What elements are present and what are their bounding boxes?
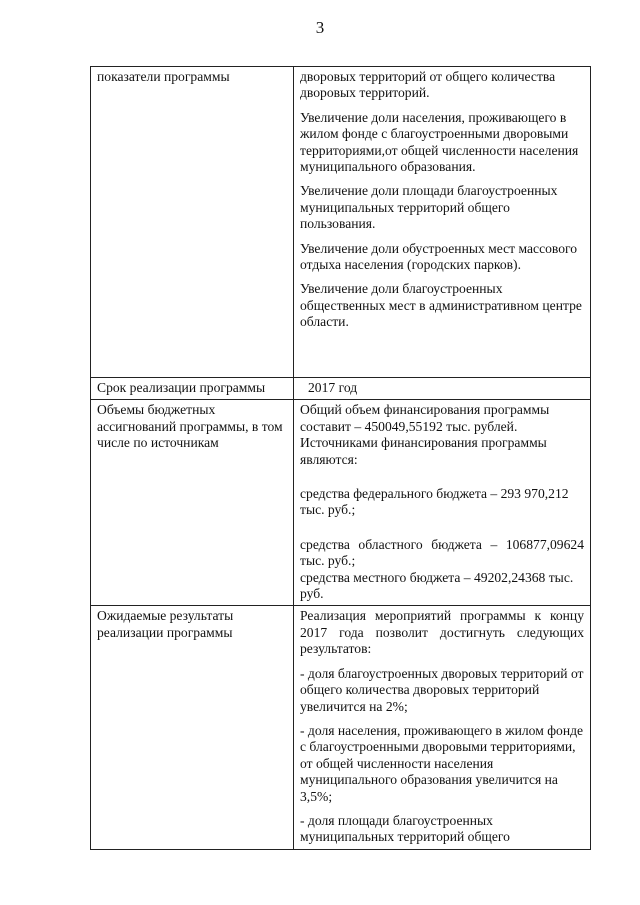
table-row-budget [91,400,591,606]
budget-local: средства местного бюджета – 49202,24368 тыс. руб. [300,569,574,602]
table-row-indicators [91,67,591,378]
indicator-text: дворовых территорий от общего количества дворовых территорий. [300,69,556,101]
row-label: Ожидаемые результаты реализации программы [91,606,294,850]
row-value [294,378,591,400]
program-passport-table [90,66,591,850]
term-value: 2017 год [308,380,358,395]
row-label: показатели программы [91,67,294,378]
budget-federal: средства федерального бюджета – 293 970,212 тыс. руб.; [300,486,569,518]
row-value [294,606,591,850]
result-item: - доля населения, проживающего в жилом фонде с благоустроенными дворовыми территориями, от общей численности населения муниципального образования увеличится на 3,5%; [300,722,584,804]
row-label: Срок реализации программы [91,378,294,400]
results-intro: Реализация мероприятий программы к концу 2017 года позволит достигнуть следующих результатов: [300,608,584,657]
budget-sources-intro: Источниками финансирования программы являются: [300,435,547,467]
budget-regional: средства областного бюджета – 106877,09624 тыс. руб.; [300,536,584,569]
row-value [294,67,591,378]
row-value [294,400,591,606]
indicator-text: Увеличение доли обустроенных мест массового отдыха населения (городских парков). [300,240,578,273]
budget-total: Общий объем финансирования программы составит – 450049,55192 тыс. рублей. [300,402,550,434]
indicator-text: Увеличение доли населения, проживающего в жилом фонде с благоустроенными дворовыми территориями,от общей численности населения муниципального образования. [300,109,579,175]
result-item: - доля благоустроенных дворовых территорий от общего количества дворовых территорий увеличится на 2%; [300,665,584,714]
indicator-text: Увеличение доли благоустроенных общественных мест в административном центре области. [300,281,582,330]
result-item: - доля площади благоустроенных муниципальных территорий общего [300,812,510,845]
table-row-term [91,378,591,400]
page-number: 3 [315,18,325,37]
row-label: Объемы бюджетных ассигнований программы, в том числе по источникам [91,400,294,606]
indicator-text: Увеличение доли площади благоустроенных муниципальных территорий общего пользования. [300,183,558,232]
table-row-results [91,606,591,850]
